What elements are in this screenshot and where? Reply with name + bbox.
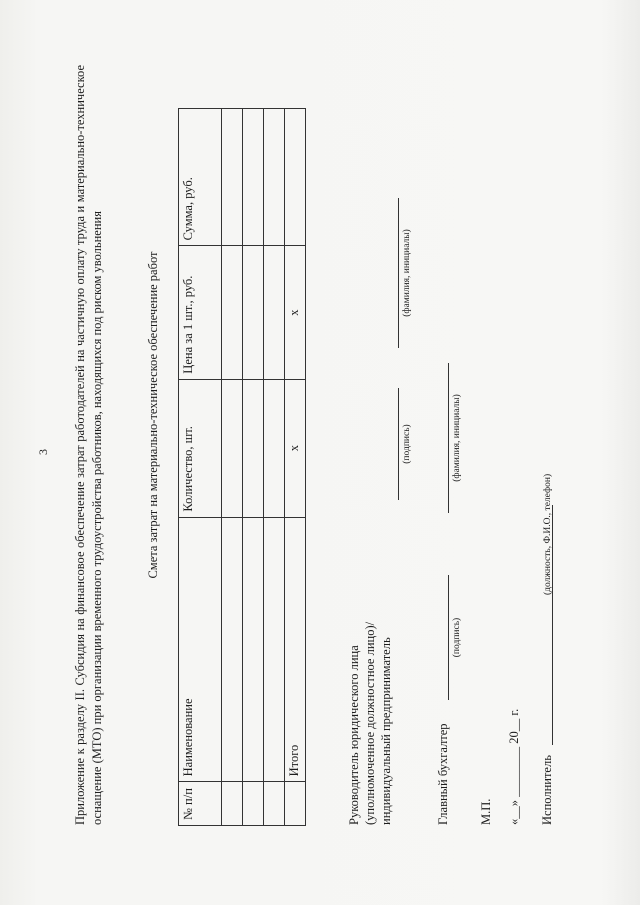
- head-label-line-1: Руководитель юридического лица: [347, 645, 361, 825]
- head-name-caption: (фамилия, инициалы): [402, 229, 412, 317]
- total-price-cell: х: [285, 246, 306, 379]
- table-cell: [222, 109, 243, 246]
- table-row: [222, 109, 243, 826]
- table-cell: [264, 379, 285, 517]
- header-name: Наименование: [179, 517, 222, 782]
- table-cell: [264, 517, 285, 782]
- table-cell: [243, 109, 264, 246]
- accountant-name-line: [448, 363, 449, 513]
- head-signature-line: [398, 388, 399, 500]
- head-label-line-2: (уполномоченное должностное лицо)/: [363, 621, 377, 825]
- table-cell: [222, 517, 243, 782]
- total-label-cell: Итого: [285, 517, 306, 782]
- header-sum: Сумма, руб.: [179, 109, 222, 246]
- table-row: [264, 109, 285, 826]
- head-signature-label: [346, 622, 394, 825]
- executor-caption: (должность, Ф.И.О., телефон): [543, 473, 553, 595]
- head-name-line: [398, 198, 399, 348]
- total-number-cell: [285, 782, 306, 826]
- total-sum-cell: [285, 109, 306, 246]
- stamp-label: М.П.: [479, 798, 493, 825]
- table-cell: [264, 109, 285, 246]
- accountant-label: Главный бухгалтер: [436, 723, 450, 825]
- date-line: «__» ________ 20__ г.: [507, 708, 521, 825]
- total-quantity-cell: х: [285, 379, 306, 517]
- table-cell: [243, 246, 264, 379]
- table-cell: [264, 246, 285, 379]
- header-quantity: Количество, шт.: [179, 379, 222, 517]
- table-cell: [243, 782, 264, 826]
- accountant-signature-caption: (подпись): [452, 617, 462, 658]
- table-cell: [222, 379, 243, 517]
- header-number: № п/п: [179, 782, 222, 826]
- table-cell: [222, 246, 243, 379]
- page-number: 3: [36, 449, 50, 455]
- accountant-name-caption: (фамилия, инициалы): [452, 394, 462, 482]
- head-signature-caption: (подпись): [402, 424, 412, 464]
- header-unit-price: Цена за 1 шт., руб.: [179, 246, 222, 379]
- document-title: Приложение к разделу II. Субсидия на финансовое обеспечение затрат работодателей на частичную оплату труда и материально-техническое оснащение (МТО) при организации временного трудоустройства работников, находящихся под риском увольнения: [73, 65, 104, 825]
- executor-label: Исполнитель: [540, 755, 554, 825]
- head-label-line-3: индивидуальный предприниматель: [379, 637, 393, 825]
- table-cell: [243, 379, 264, 517]
- table-cell: [243, 517, 264, 782]
- table-cell: [264, 782, 285, 826]
- table-row: [243, 109, 264, 826]
- accountant-signature-line: [448, 575, 449, 700]
- table-title: Смета затрат на материально-техническое обеспечение работ: [146, 251, 160, 579]
- table-cell: [222, 782, 243, 826]
- cost-estimate-table: [178, 108, 306, 826]
- table-header-row: [179, 109, 222, 826]
- table-total-row: [285, 109, 306, 826]
